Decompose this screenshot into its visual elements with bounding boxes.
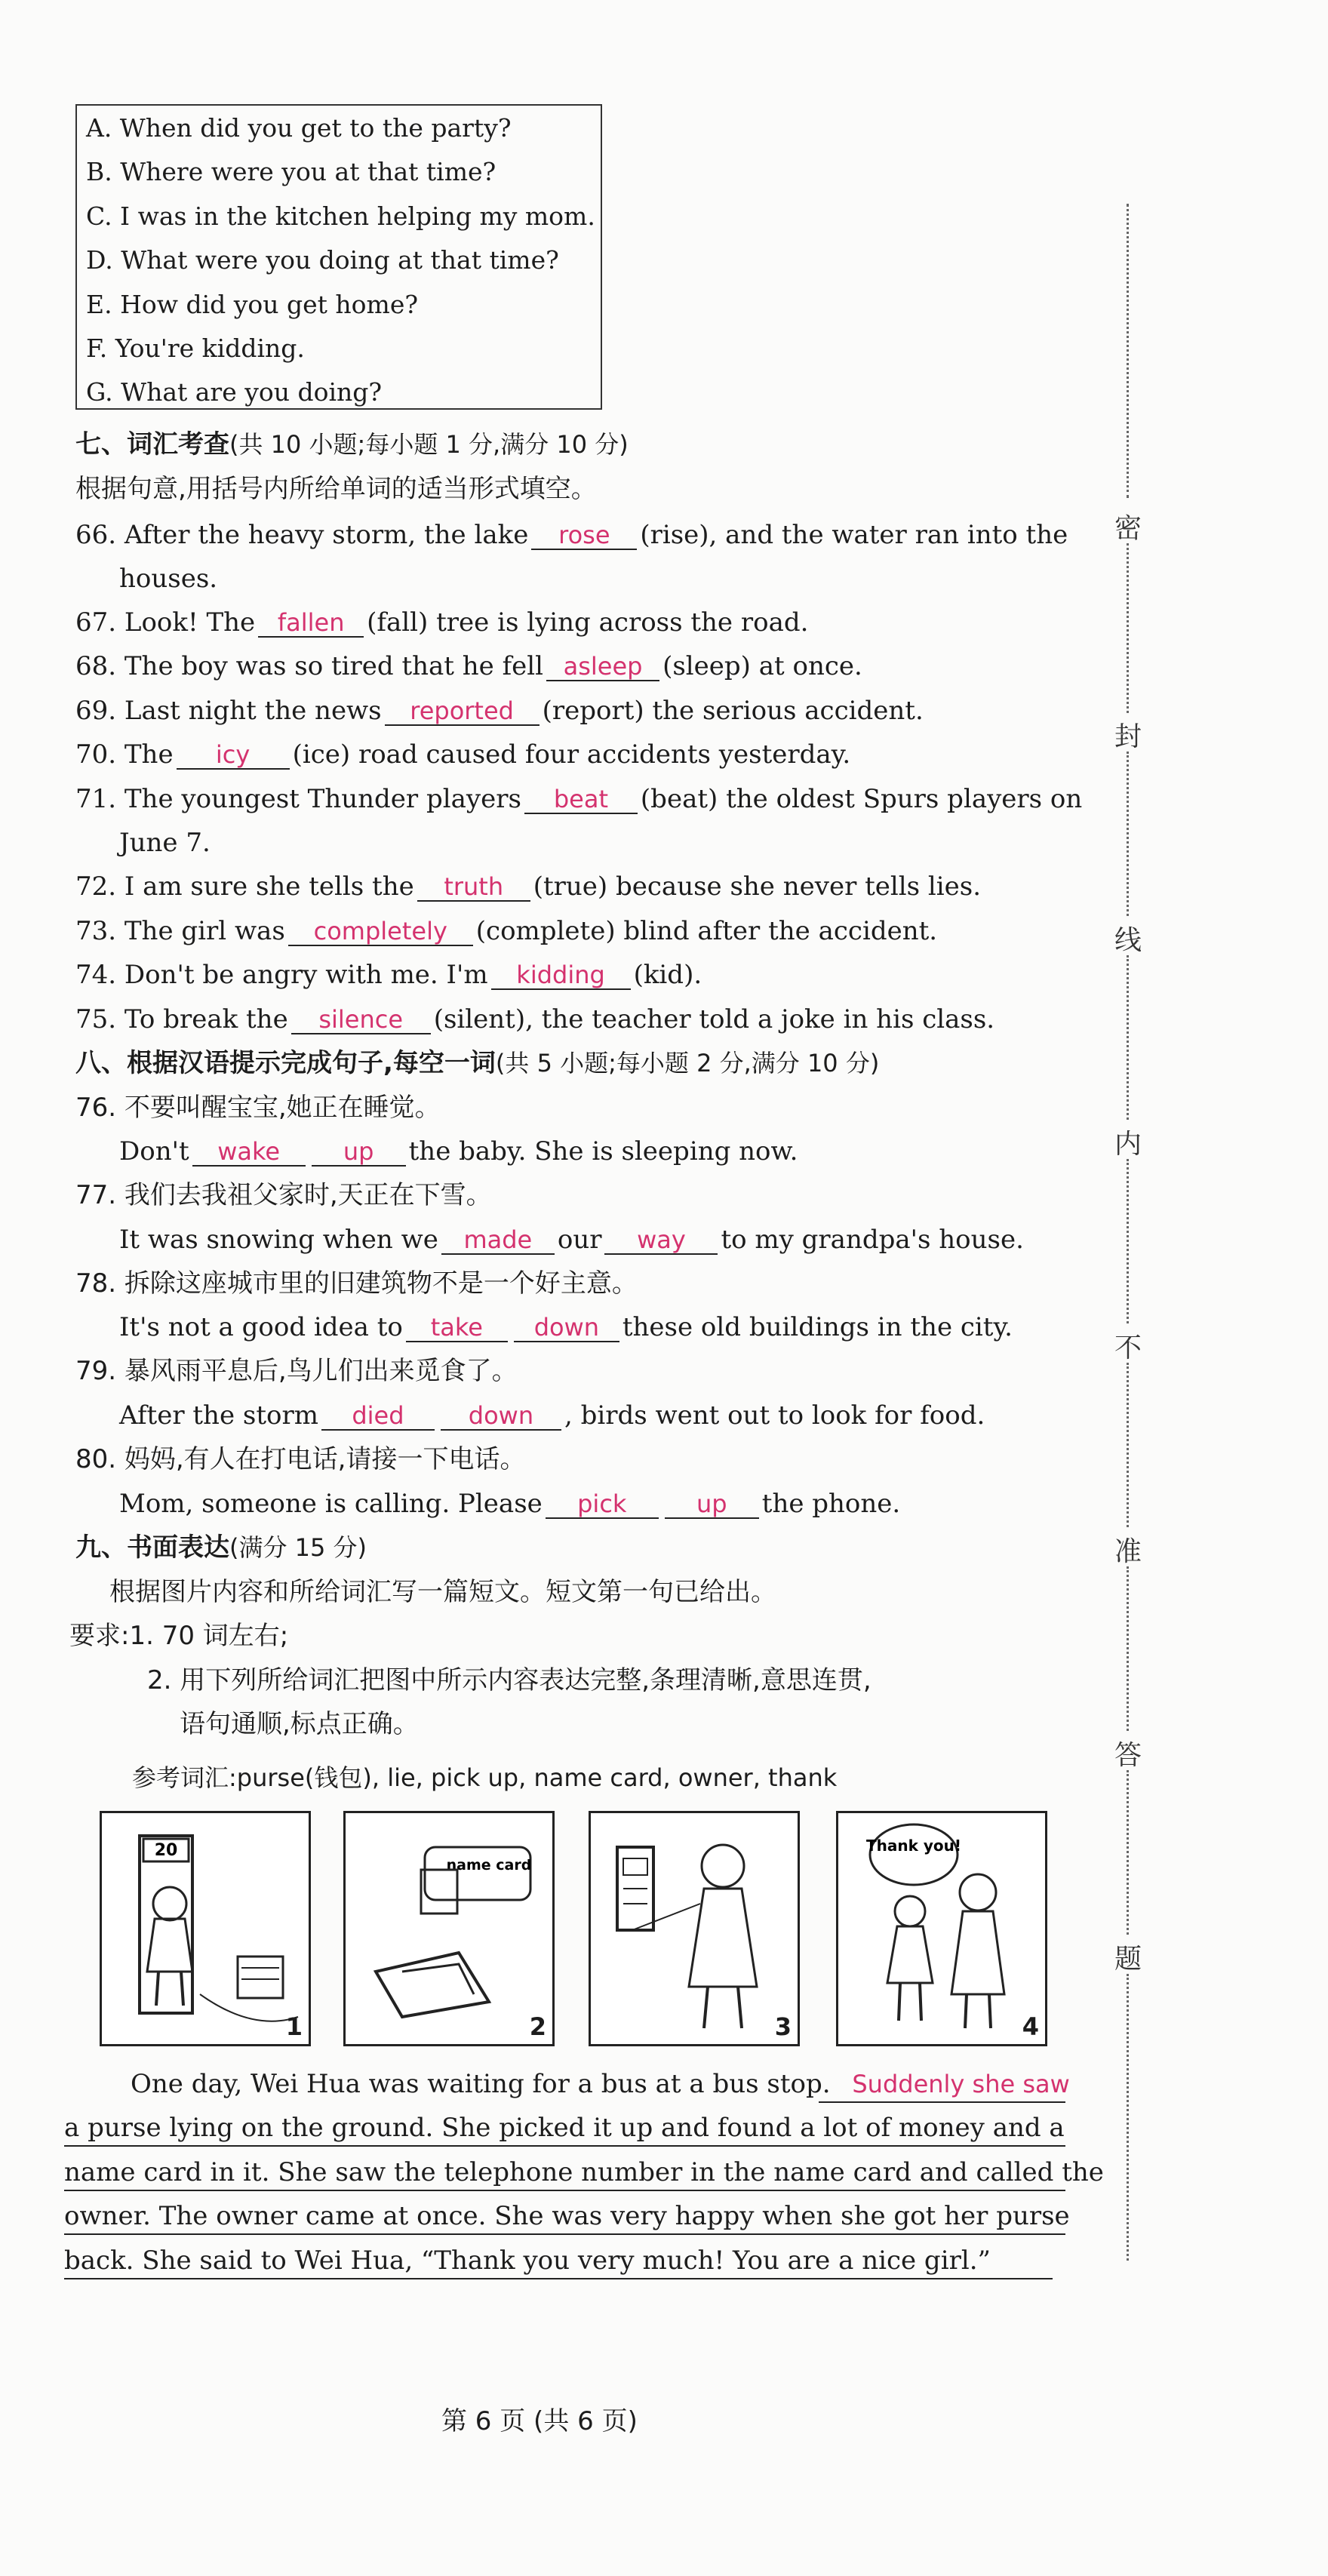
- q78-text: It's not a good idea to: [119, 1312, 403, 1342]
- q80-chinese: 80. 妈妈,有人在打电话,请接一下电话。: [75, 1444, 526, 1474]
- q75-text-after: (silent), the teacher told a joke in his class.: [433, 1004, 995, 1034]
- seal-char-7: 答: [1114, 1740, 1142, 1771]
- q75-text: 75. To break the: [75, 1004, 288, 1034]
- page-footer: 第 6 页 (共 6 页): [441, 2406, 638, 2436]
- q79-answer-1: died: [321, 1403, 435, 1431]
- q75-answer: silence: [291, 1007, 431, 1034]
- seal-dotted-line-6: [1127, 1363, 1129, 1527]
- q72-text: 72. I am sure she tells the: [75, 871, 414, 902]
- seal-dotted-line-8: [1127, 1770, 1129, 1935]
- picture-4-thank-you: [836, 1811, 1047, 2046]
- q77-chinese: 77. 我们去我祖父家时,天正在下雪。: [75, 1180, 492, 1210]
- option-d: D. What were you doing at that time?: [86, 245, 559, 275]
- q78-chinese: 78. 拆除这座城市里的旧建筑物不是一个好主意。: [75, 1268, 638, 1299]
- question-78: [119, 1314, 1013, 1342]
- question-79: [119, 1400, 985, 1431]
- question-80: [119, 1491, 900, 1519]
- name-card-label: name card: [446, 1857, 532, 1874]
- q66-text: 66. After the heavy storm, the lake: [75, 520, 529, 550]
- q67-answer: fallen: [258, 610, 364, 638]
- section7-score: (共 10 小题;每小题 1 分,满分 10 分): [229, 430, 629, 459]
- question-66: [75, 522, 1068, 550]
- essay-line-1: [64, 2069, 1070, 2099]
- question-75: [75, 1004, 995, 1034]
- essay-line-3: name card in it. She saw the telephone number in the name card and called the: [64, 2157, 1104, 2187]
- seal-char-6: 准: [1114, 1536, 1142, 1567]
- q79-text: After the storm: [119, 1400, 318, 1431]
- section9-instruction: 根据图片内容和所给词汇写一篇短文。短文第一句已给出。: [109, 1577, 776, 1607]
- q80-answer-2: up: [665, 1492, 759, 1519]
- q77-text-mid: our: [557, 1225, 602, 1255]
- picture-2-drawing: [346, 1813, 552, 2044]
- question-71: [75, 786, 1082, 814]
- q80-answer-1: pick: [546, 1492, 659, 1519]
- section7-heading: [75, 429, 629, 460]
- essay-underline-3: [64, 2190, 1065, 2191]
- q68-text: 68. The boy was so tired that he fell: [75, 651, 544, 681]
- seal-dotted-line-5: [1127, 1159, 1129, 1323]
- question-69: [75, 698, 924, 726]
- q71-text-after: (beat) the oldest Spurs players on: [640, 784, 1083, 814]
- option-f: F. You're kidding.: [86, 334, 305, 363]
- q76-text: Don't: [119, 1136, 189, 1167]
- q70-text-after: (ice) road caused four accidents yesterday.: [292, 739, 851, 770]
- question-67: [75, 607, 809, 638]
- answer-options-box: [75, 104, 602, 410]
- picture-3-telephone: [589, 1811, 800, 2046]
- q66-answer: rose: [531, 523, 637, 550]
- question-70: [75, 739, 851, 770]
- seal-dotted-line-4: [1127, 955, 1129, 1120]
- seal-dotted-line-3: [1127, 752, 1129, 916]
- q67-text-after: (fall) tree is lying across the road.: [367, 607, 809, 638]
- question-72: [75, 871, 982, 902]
- bus-sign-number: 20: [154, 1841, 178, 1860]
- option-c: C. I was in the kitchen helping my mom.: [86, 201, 595, 231]
- section9-heading: [75, 1532, 367, 1563]
- q68-text-after: (sleep) at once.: [662, 651, 862, 681]
- picture-2-purse: [343, 1811, 555, 2046]
- seal-dotted-line-1: [1127, 204, 1129, 498]
- q72-answer: truth: [417, 875, 530, 902]
- q79-chinese: 79. 暴风雨平息后,鸟儿们出来觅食了。: [75, 1356, 518, 1386]
- seal-char-2: 封: [1114, 721, 1142, 752]
- question-74: [75, 962, 702, 990]
- essay-line-2: a purse lying on the ground. She picked it up and found a lot of money and a: [64, 2113, 1065, 2143]
- seal-char-3: 线: [1114, 925, 1142, 956]
- q79-text-after: , birds went out to look for food.: [564, 1400, 985, 1431]
- seal-char-8: 题: [1114, 1944, 1142, 1975]
- seal-dotted-line-9: [1127, 1974, 1129, 2261]
- q66-text-after: (rise), and the water ran into the: [640, 520, 1068, 550]
- essay-underline-5: [64, 2278, 1053, 2279]
- essay-underline-2: [64, 2145, 1065, 2147]
- vocabulary-list: 参考词汇:purse(钱包), lie, pick up, name card, owner, thank: [132, 1763, 838, 1792]
- q76-text-after: the baby. She is sleeping now.: [408, 1136, 798, 1167]
- seal-char-1: 密: [1114, 513, 1142, 544]
- q73-text: 73. The girl was: [75, 916, 285, 946]
- picture-number-4: 4: [1022, 2012, 1039, 2041]
- section7-title: 七、词汇考查: [75, 429, 229, 460]
- picture-3-drawing: [591, 1813, 798, 2044]
- option-g: G. What are you doing?: [86, 377, 383, 407]
- picture-number-1: 1: [285, 2012, 303, 2041]
- section8-title: 八、根据汉语提示完成句子,每空一词: [75, 1048, 496, 1078]
- q76-answer-1: wake: [192, 1139, 306, 1167]
- seal-char-5: 不: [1114, 1333, 1142, 1363]
- q73-answer: completely: [288, 919, 473, 946]
- q77-text-after: to my grandpa's house.: [721, 1225, 1024, 1255]
- essay-given-sentence: One day, Wei Hua was waiting for a bus at a bus stop.: [131, 2069, 831, 2099]
- speech-bubble: Thank you!: [865, 1837, 962, 1855]
- section9-requirement-2: 2. 用下列所给词汇把图中所示内容表达完整,条理清晰,意思连贯,: [147, 1665, 872, 1695]
- section9-requirement-1: 要求:1. 70 词左右;: [69, 1621, 289, 1651]
- section8-heading: [75, 1050, 879, 1076]
- essay-underline-4: [64, 2233, 1065, 2235]
- q66-continuation: houses.: [119, 564, 218, 594]
- section9-title: 九、书面表达: [75, 1532, 229, 1563]
- section7-instruction: 根据句意,用括号内所给单词的适当形式填空。: [75, 474, 597, 504]
- q74-text: 74. Don't be angry with me. I'm: [75, 960, 488, 990]
- picture-1-drawing: [102, 1813, 309, 2044]
- q79-answer-2: down: [441, 1403, 561, 1431]
- essay-handwritten-1: Suddenly she saw: [852, 2070, 1070, 2098]
- q69-text: 69. Last night the news: [75, 696, 382, 726]
- q77-answer-2: way: [604, 1228, 718, 1255]
- q76-chinese: 76. 不要叫醒宝宝,她正在睡觉。: [75, 1093, 441, 1123]
- q70-text: 70. The: [75, 739, 174, 770]
- section8-score: (共 5 小题;每小题 2 分,满分 10 分): [495, 1049, 880, 1077]
- essay-line-5: back. She said to Wei Hua, “Thank you very much! You are a nice girl.”: [64, 2246, 991, 2276]
- q71-answer: beat: [524, 787, 638, 814]
- question-68: [75, 653, 862, 681]
- q78-answer-2: down: [514, 1315, 619, 1342]
- seal-char-4: 内: [1114, 1129, 1142, 1160]
- seal-dotted-line-2: [1127, 543, 1129, 713]
- picture-1-bus-stop: [100, 1811, 311, 2046]
- q80-text: Mom, someone is calling. Please: [119, 1489, 543, 1519]
- q71-continuation: June 7.: [119, 828, 211, 858]
- q74-answer: kidding: [491, 963, 631, 990]
- option-a: A. When did you get to the party?: [86, 113, 512, 143]
- picture-number-2: 2: [529, 2012, 546, 2041]
- picture-number-3: 3: [774, 2012, 792, 2041]
- q67-text: 67. Look! The: [75, 607, 256, 638]
- q71-text: 71. The youngest Thunder players: [75, 784, 521, 814]
- q73-text-after: (complete) blind after the accident.: [475, 916, 938, 946]
- q76-answer-2: up: [312, 1139, 406, 1167]
- q72-text-after: (true) because she never tells lies.: [533, 871, 982, 902]
- essay-underline-1: [819, 2101, 1065, 2103]
- question-77: [119, 1227, 1024, 1255]
- q80-text-after: the phone.: [761, 1489, 901, 1519]
- option-e: E. How did you get home?: [86, 290, 419, 319]
- q68-answer: asleep: [546, 654, 659, 681]
- section9-score: (满分 15 分): [229, 1533, 367, 1562]
- q77-answer-1: made: [441, 1228, 555, 1255]
- q78-text-after: these old buildings in the city.: [622, 1312, 1013, 1342]
- question-76: [119, 1136, 798, 1167]
- option-b: B. Where were you at that time?: [86, 157, 496, 186]
- q74-text-after: (kid).: [633, 960, 702, 990]
- section9-requirement-2-cont: 语句通顺,标点正确。: [180, 1709, 419, 1739]
- q78-answer-1: take: [406, 1315, 508, 1342]
- question-73: [75, 918, 937, 946]
- q69-answer: reported: [385, 699, 540, 726]
- q69-text-after: (report) the serious accident.: [542, 696, 924, 726]
- q70-answer: icy: [177, 742, 290, 770]
- q77-text: It was snowing when we: [119, 1225, 438, 1255]
- picture-4-drawing: [838, 1813, 1045, 2044]
- seal-dotted-line-7: [1127, 1566, 1129, 1731]
- essay-line-4: owner. The owner came at once. She was very happy when she got her purse: [64, 2201, 1070, 2231]
